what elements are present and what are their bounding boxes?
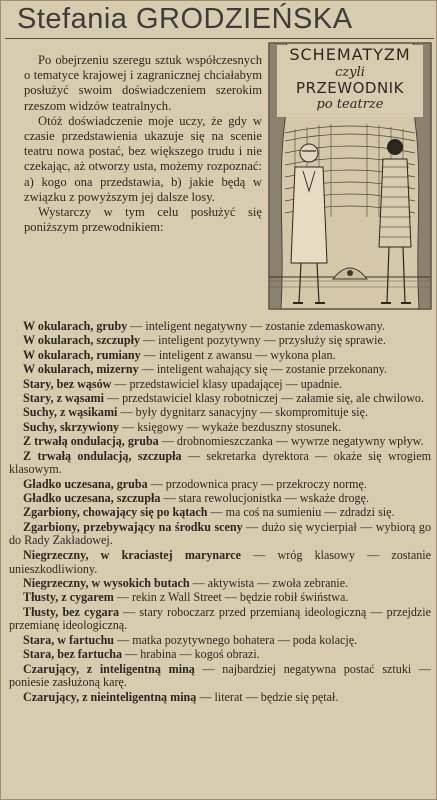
guide-entry [9,320,431,334]
guide-entry [9,506,431,520]
guide-entry [9,521,431,548]
entry-description: — dużo się wycierpiał — wybiorą go do Rady Zakładowej. [9,519,431,548]
guide-entry [9,606,431,633]
entry-description: — inteligent wahający się — zostanie przekonany. [138,362,388,377]
entry-trait: Czarujący, z inteligentną miną [23,661,195,676]
guide-entry [9,349,431,363]
entry-trait: Czarujący, z nieinteligentną miną [23,689,197,704]
entry-trait: Suchy, skrzywiony [23,419,120,434]
entry-trait: Stara, bez fartucha [23,647,123,662]
header [5,1,434,45]
intro-paragraph: Po obejrzeniu szeregu sztuk współczesnych o tematyce krajowej i zagranicznej chciałabym posłużyć swoim doświadczeniem szerokim rzeszom widzów teatralnych. [24,53,262,113]
entry-trait: Stara, w fartuchu [23,632,115,647]
guide-entry [9,478,431,492]
header-rule [5,38,434,39]
entry-trait: Z trwałą ondulacją, szczupła [23,448,182,463]
entry-trait: W okularach, rumiany [23,347,141,362]
entry-description: — przedstawiciel klasy upadającej — upadnie. [111,376,343,391]
entry-trait: Stary, z wąsami [23,390,104,405]
guide-entry [9,648,431,662]
guide-entry [9,691,431,705]
entry-trait: Stary, bez wąsów [23,376,112,391]
entry-description: — były dygnitarz sanacyjny — skompromituje się. [117,405,368,420]
entry-description: — rekin z Wall Street — będzie robił świństwa. [113,590,349,605]
entry-trait: W okularach, gruby [23,319,128,333]
entry-trait: Niegrzeczny, w wysokich butach [23,575,190,590]
guide-entry [9,492,431,506]
entry-trait: Z trwałą ondulacją, gruba [23,434,159,449]
entry-description: — najbardziej negatywna postać sztuki — poniesie zasłużoną karę. [9,661,431,690]
guide-entry [9,363,431,377]
author-name: Stefania GRODZIEŃSKA [17,3,353,35]
entry-description: — aktywista — zwoła zebranie. [189,575,349,590]
entry-description: — księgowy — wykaże bezduszny stosunek. [119,419,342,434]
entry-trait: Zgarbiony, przebywający na środku sceny [23,519,243,534]
entry-description: — hrabina — kogoś obrazi. [122,647,260,662]
entry-description: — literat — będzie się pętał. [196,689,339,704]
guide-entry [9,591,431,605]
entry-trait: W okularach, mizerny [23,362,139,377]
guide-entry [9,421,431,435]
guide-entry [9,435,431,449]
intro-text [24,53,262,235]
guide-list [9,320,431,705]
guide-entry [9,450,431,477]
guide-entry [9,406,431,420]
illustration-title-line: SCHEMATYZM [289,45,411,64]
entry-description: — inteligent z awansu — wykona plan. [140,347,336,362]
entry-description: — drobnomieszczanka — wywrze negatywny wpływ. [158,434,424,449]
illustration-title-line: po teatrze [316,97,384,112]
guide-entry [9,634,431,648]
entry-trait: Niegrzeczny, w kraciastej marynarce [23,547,242,562]
entry-description: — ma coś na sumieniu — zdradzi się. [207,505,395,520]
guide-entry [9,392,431,406]
entry-description: — stara rewolucjonistka — wskaże drogę. [160,491,369,505]
entry-description: — inteligent negatywny — zostanie zdemaskowany. [127,319,385,333]
entry-trait: Gładko uczesana, szczupła [23,491,161,505]
entry-trait: Suchy, z wąsikami [23,405,118,420]
entry-trait: Tłusty, z cygarem [23,590,114,605]
entry-description: — sekretarka dyrektora — okaże się wrogiem klasowym. [9,448,431,477]
illustration [267,41,433,311]
guide-entry [9,334,431,348]
guide-entry [9,663,431,690]
entry-trait: Gładko uczesana, gruba [23,476,148,491]
intro-paragraph: Otóż doświadczenie moje uczy, że gdy w czasie przedstawienia ukazuje się na scenie teatru nowa postać, bez większego trudu i nie czekając, aż otworzy usta, możemy rozpoznać: a) kogo ona przedstawia, b) jakie będą w związku z powyższym jej dalsze losy. [24,113,262,204]
guide-entry [9,577,431,591]
illustration-title-line: PRZEWODNIK [296,79,404,97]
entry-description: — matka pozytywnego bohatera — poda kolację. [114,632,358,647]
guide-entry [9,378,431,392]
entry-trait: Tłusty, bez cygara [23,604,119,619]
intro-paragraph: Wystarczy w tym celu posłużyć się poniższym przewodnikiem: [24,205,262,235]
entry-trait: W okularach, szczupły [23,333,141,348]
entry-description: — stary roboczarz przed przemianą ideologiczną — przejdzie przemianę ideologiczną. [9,604,431,633]
entry-description: — wróg klasowy — zostanie unieszkodliwiony. [9,547,431,576]
entry-description: — inteligent pozytywny — przysłuży się sprawie. [140,333,386,348]
guide-entry [9,549,431,576]
entry-description: — przedstawiciel klasy robotniczej — załamie się, ale chwilowo. [103,390,425,405]
entry-trait: Zgarbiony, chowający się po kątach [23,505,208,520]
entry-description: — przodownica pracy — przekroczy normę. [147,476,367,491]
illustration-title-line: czyli [335,65,365,80]
